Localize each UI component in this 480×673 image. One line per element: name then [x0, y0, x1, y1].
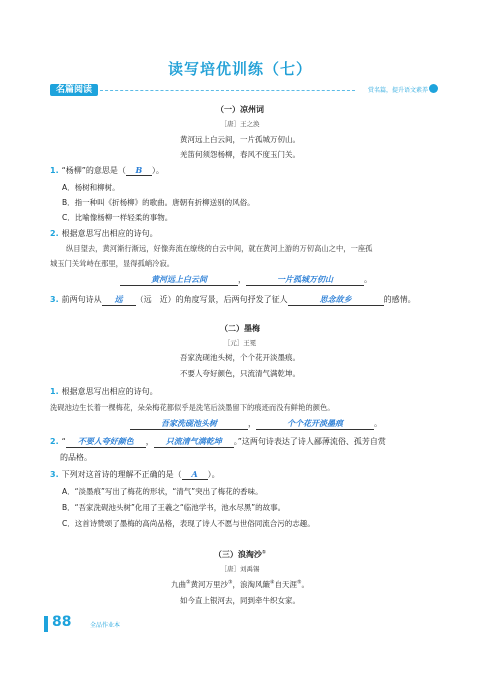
footer-accent-bar: [44, 616, 48, 632]
answer-blank-2[interactable]: 个个花开淡墨痕: [256, 418, 374, 430]
question-text: 前两句诗从: [61, 295, 102, 304]
footnote-mark: ③: [228, 579, 233, 586]
question-text-mid: （远 近）的角度写景，后两句抒发了征人: [135, 295, 288, 304]
answer-blank-1[interactable]: 吾家洗砚池头树: [130, 418, 248, 430]
option-c: C．这首诗赞颂了墨梅的高尚品格，表现了诗人不愿与世俗同流合污的志趣。: [62, 519, 315, 528]
paraphrase-2: 城玉门关耸峙在那里，显得孤峭冷寂。: [50, 259, 175, 268]
poem2-line1: 吾家洗砚池头树，个个花开淡墨痕。: [180, 353, 300, 362]
poem1-author: ［唐］王之涣: [220, 120, 260, 128]
poem1-line2: 羌笛何须怨杨柳，春风不度玉门关。: [180, 150, 300, 159]
comma: ，: [145, 437, 154, 446]
text: 。: [301, 580, 309, 589]
dashed-divider: [100, 90, 355, 91]
question-2: [50, 228, 158, 239]
answer-blank[interactable]: A: [182, 469, 208, 480]
question-5: [50, 436, 440, 448]
comma: ，: [238, 275, 246, 284]
question-text-end: 。”这两句诗表达了诗人鄙薄流俗、孤芳自赏: [233, 437, 386, 446]
answer-blank-2[interactable]: 思念故乡: [288, 294, 384, 306]
section-slogan: 赏名篇，提升语文素养: [367, 87, 428, 94]
answer-blank-1[interactable]: 远: [102, 294, 136, 306]
period: 。: [364, 275, 372, 284]
question-number: 1.: [50, 166, 59, 175]
question-3: [50, 294, 416, 306]
poem3-line1: [0, 579, 480, 590]
option-b: B．指一种叫《折杨柳》的歌曲。唐朝有折柳送别的风俗。: [62, 198, 255, 207]
poem3-line2: 如今直上银河去，同到牵牛织女家。: [180, 596, 300, 605]
answer-blank-2[interactable]: 一片孤城万仞山: [246, 274, 364, 286]
footnote-mark: ②: [186, 579, 191, 586]
poem3-title: [0, 549, 480, 560]
text: 自天涯: [274, 580, 297, 589]
answer-blank-1[interactable]: 黄河远上白云间: [120, 274, 238, 286]
comma: ，: [248, 419, 256, 428]
poem1-title: （一）凉州词: [216, 105, 264, 114]
question-number: 2.: [50, 229, 59, 238]
section-tag: 名篇阅读: [50, 84, 98, 96]
question-4: [50, 386, 158, 397]
footnote-mark: ④: [270, 579, 275, 586]
poem2-title: （二）墨梅: [220, 324, 260, 333]
answer-blank-1[interactable]: 不要人夸好颜色: [66, 436, 146, 448]
question-number: 3.: [50, 295, 59, 304]
section-header: [50, 84, 438, 96]
paraphrase-1: 纵目望去，黄河渐行渐远，好像奔流在缭绕的白云中间，就在黄河上游的万仞高山之中，一座孤: [66, 244, 373, 253]
poem2-line2: 不要人夸好颜色，只流清气满乾坤。: [180, 369, 300, 378]
quote-open: “: [61, 437, 66, 446]
poem1-line1: 黄河远上白云间，一片孤城万仞山。: [180, 135, 300, 144]
question-text-end: 的感情。: [383, 295, 416, 304]
question-5-cont: 的品格。: [60, 453, 92, 462]
question-number: 3.: [50, 470, 59, 479]
answer-line-q2: [120, 274, 372, 286]
question-text: 下列对这首诗的理解不正确的是（: [61, 470, 182, 479]
answer-line-q4: [130, 418, 382, 430]
question-1: [50, 165, 164, 176]
footnote-mark: ⑤: [296, 579, 302, 586]
text: 黄河万里沙: [190, 580, 229, 589]
question-text: “杨柳”的意思是（: [61, 166, 126, 175]
option-a: A．杨树和柳树。: [62, 183, 120, 192]
footer-brand: 全品作业本: [90, 622, 121, 629]
question-6: [50, 469, 220, 480]
question-number: 1.: [50, 387, 59, 396]
page-title: 读写培优训练（七）: [167, 60, 312, 78]
question-text: 根据意思写出相应的诗句。: [61, 387, 158, 396]
text: ，浪淘风簸: [232, 580, 270, 589]
poem2-author: ［元］王冕: [223, 339, 257, 347]
poem3-author: ［唐］刘禹锡: [220, 565, 260, 573]
circle-icon: [429, 84, 438, 93]
option-a: A．“淡墨痕”写出了梅花的形状，“清气”突出了梅花的香味。: [62, 487, 263, 496]
option-b: B．“吾家洗砚池头树”化用了王羲之“临池学书，池水尽黑”的故事。: [62, 503, 286, 512]
text: 九曲: [171, 580, 187, 589]
footnote-mark: ①: [261, 549, 267, 556]
question-text-end: ）。: [207, 470, 220, 479]
paraphrase: 洗砚池边生长着一棵梅花，朵朵梅花都似乎是洗笔后淡墨留下的痕迹而没有鲜艳的颜色。: [50, 403, 335, 412]
poem3-title-text: （三）浪淘沙: [213, 550, 262, 559]
answer-blank-2[interactable]: 只流清气满乾坤: [154, 436, 234, 448]
answer-blank[interactable]: B: [126, 165, 152, 176]
page-number: 88: [52, 614, 72, 630]
question-text: 根据意思写出相应的诗句。: [61, 229, 158, 238]
question-text-end: ）。: [151, 166, 164, 175]
option-c: C．比喻像杨柳一样轻柔的事物。: [62, 213, 173, 222]
question-number: 2.: [50, 437, 59, 446]
period: 。: [374, 419, 382, 428]
